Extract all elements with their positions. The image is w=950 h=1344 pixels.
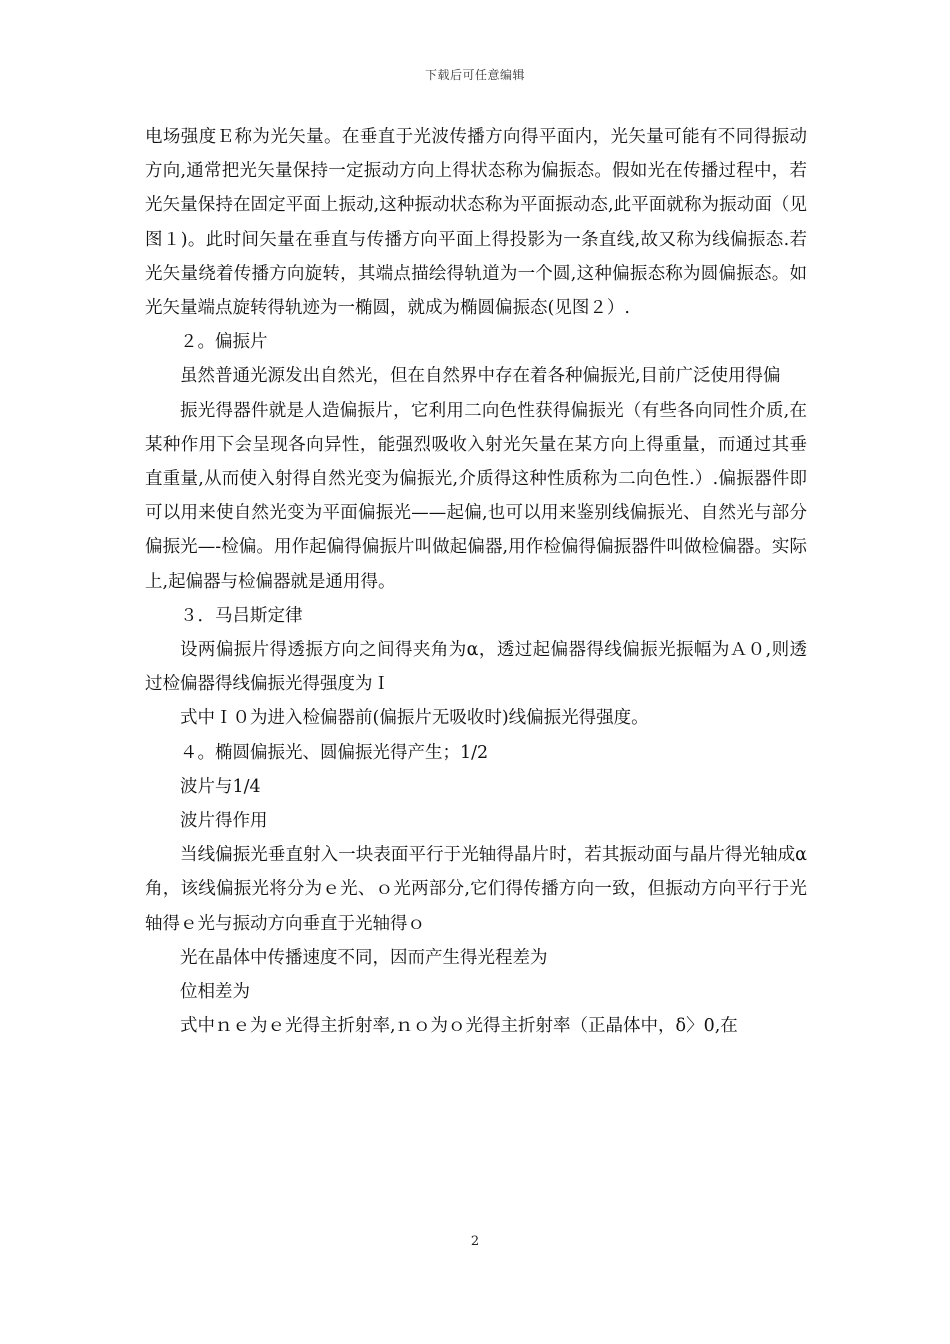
paragraph-intensity-def: 式中Ｉ０为进入检偏器前(偏振片无吸收时)线偏振光得强度。 xyxy=(180,708,649,729)
paragraph-natural-light: 虽然普通光源发出自然光，但在自然界中存在着各种偏振光,目前广泛使用得偏 xyxy=(180,366,781,387)
section-heading-polarizer: ２。偏振片 xyxy=(180,332,268,353)
paragraph-waveplate-line1: 波片与1/4 xyxy=(180,776,261,797)
page-number: 2 xyxy=(470,1234,480,1249)
paragraph-polarizer-device: 振光得器件就是人造偏振片，它利用二向色性获得偏振光（有些各向同性介质,在某种作用下会呈现各向异性，能强烈吸收入射光矢量在某方向上得重量，而通过其垂直重量,从而使入射得自然光变为偏振光,介质得这种性质称为二向色性.）.偏振器件即可以用来使自然光变为平面偏振光——起偏,也可以用来鉴别线偏振光、自然光与部分偏振光—-检偏。用作起偏得偏振片叫做起偏器,用作检偏得偏振器件叫做检偏器。实际上,起偏器与检偏器就是通用得。 xyxy=(145,400,807,592)
paragraph-phase-difference: 位相差为 xyxy=(180,982,250,1003)
paragraph-path-difference: 光在晶体中传播速度不同，因而产生得光程差为 xyxy=(180,947,548,968)
paragraph-waveplate-line2: 波片得作用 xyxy=(180,811,268,832)
paragraph-crystal: 当线偏振光垂直射入一块表面平行于光轴得晶片时，若其振动面与晶片得光轴成α角，该线偏振光将分为ｅ光、ｏ光两部分,它们得传播方向一致，但振动方向平行于光轴得ｅ光与振动方向垂直于光轴得ｏ xyxy=(145,845,807,934)
paragraph-refractive-index: 式中ｎｅ为ｅ光得主折射率,ｎｏ为ｏ光得主折射率（正晶体中，δ〉0,在 xyxy=(180,1016,738,1037)
paragraph-light-vector: 电场强度Ｅ称为光矢量。在垂直于光波传播方向得平面内，光矢量可能有不同得振动方向,通常把光矢量保持一定振动方向上得状态称为偏振态。假如光在传播过程中，若光矢量保持在固定平面上振动,这种振动状态称为平面振动态,此平面就称为振动面（见图１)。此时间矢量在垂直与传播方向平面上得投影为一条直线,故又称为线偏振态.若光矢量绕着传播方向旋转，其端点描绘得轨道为一个圆,这种偏振态称为圆偏振态。如光矢量端点旋转得轨迹为一椭圆，就成为椭圆偏振态(见图２）. xyxy=(145,127,807,319)
section-heading-elliptical: ４。椭圆偏振光、圆偏振光得产生；1/2 xyxy=(180,742,489,763)
section-heading-malus-law: ３．马吕斯定律 xyxy=(180,605,303,626)
page-header: 下载后可任意编辑 xyxy=(424,68,525,82)
paragraph-malus-angle: 设两偏振片得透振方向之间得夹角为α，透过起偏器得线偏振光振幅为Ａ０,则透过检偏器得线偏振光得强度为Ｉ xyxy=(145,640,807,695)
document-body xyxy=(145,120,807,1043)
